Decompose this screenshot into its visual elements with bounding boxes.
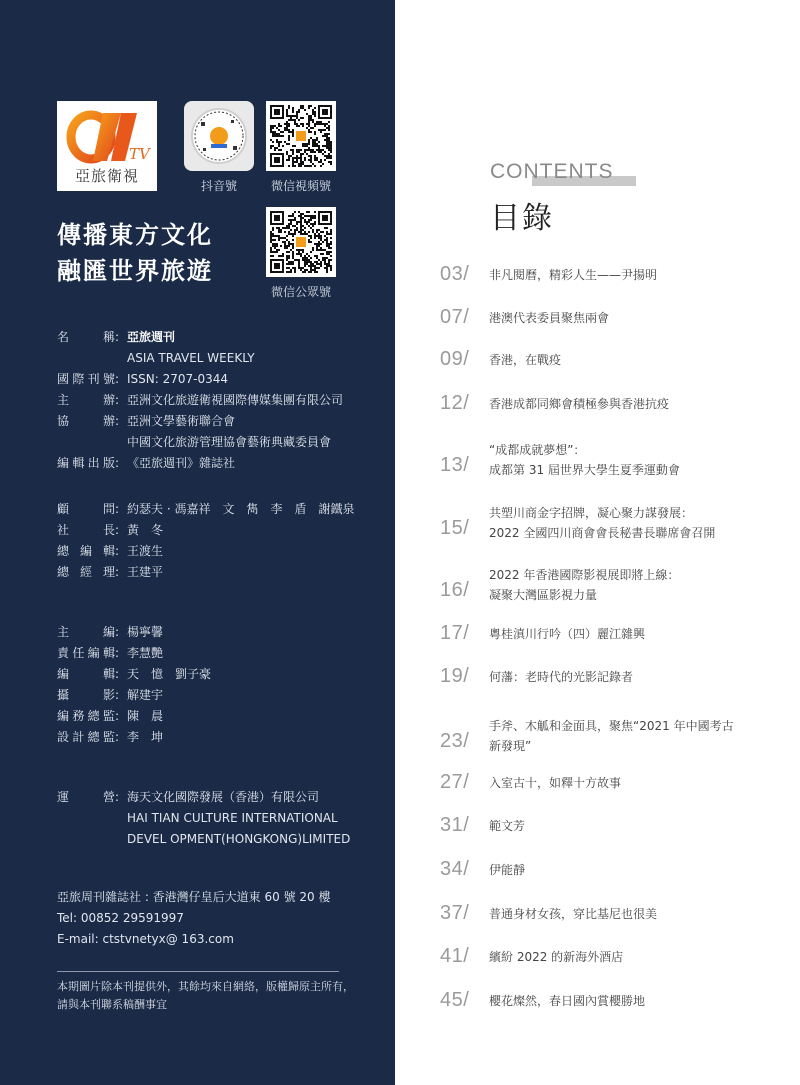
- toc-entry-line: 香港成都同鄉會積極參與香港抗疫: [489, 397, 670, 411]
- masthead-label: 國際刊號: [57, 372, 115, 386]
- toc-page-number: 31/: [440, 814, 470, 836]
- toc-entry-title[interactable]: [489, 773, 621, 793]
- douyin-code-image: [184, 101, 254, 171]
- toc-entry-line: 共塑川商金字招牌，凝心聚力謀發展：: [489, 506, 694, 520]
- toc-entry-title[interactable]: [489, 503, 715, 543]
- masthead-row: 總編輯 : 王渡生: [57, 541, 354, 562]
- copyright-note: [57, 978, 354, 1014]
- masthead-row: 顧 問 : 約瑟夫 · 馮嘉祥 文 雋 李 盾 謝鐵泉: [57, 499, 354, 520]
- contents-heading-en: CONTENTS: [490, 160, 614, 183]
- masthead-label: 社 長: [57, 523, 115, 537]
- toc-entry-line: 2022 年香港國際影視展即將上線：: [489, 568, 680, 582]
- masthead-value: 亞洲文學藝術聯合會: [127, 414, 236, 428]
- masthead-label: 總編輯: [57, 544, 115, 558]
- masthead-row: 國際刊號 : ISSN: 2707-0344: [57, 369, 343, 390]
- qr-code-image: [266, 101, 336, 171]
- slogan-line-2: 融匯世界旅遊: [57, 257, 213, 285]
- masthead-label: 編務總監: [57, 709, 115, 723]
- masthead-label: 協 辦: [57, 414, 115, 428]
- masthead-row: 責任編輯 : 李慧艷: [57, 643, 211, 664]
- toc-entry-line: 非凡閱曆，精彩人生——尹揚明: [489, 268, 658, 282]
- toc-page-number: 03/: [440, 263, 470, 285]
- toc-entry-title[interactable]: [489, 565, 679, 605]
- masthead-label: 攝 影: [57, 688, 115, 702]
- operator-english-1: HAI TIAN CULTURE INTERNATIONAL: [127, 811, 338, 825]
- toc-entry-title[interactable]: [489, 308, 609, 328]
- masthead-value: 黃 冬: [127, 523, 164, 537]
- masthead-row: 攝 影 : 解建宇: [57, 685, 211, 706]
- masthead-label: 編輯出版: [57, 456, 115, 470]
- copyright-note-line: 請與本刊聯系稿酬事宜: [57, 998, 167, 1011]
- toc-entry-line: 香港，在戰疫: [489, 353, 562, 367]
- qr-code-image: [266, 207, 336, 277]
- masthead-row: 社 長 : 黃 冬: [57, 520, 354, 541]
- masthead-row: 編輯出版 : 《亞旅週刊》雜誌社: [57, 453, 343, 474]
- toc-entry-title[interactable]: [489, 667, 633, 687]
- toc-page-number: 09/: [440, 348, 470, 370]
- toc-entry-title[interactable]: [489, 904, 657, 924]
- masthead-label: 設計總監: [57, 730, 115, 744]
- masthead-label: 運 營: [57, 790, 115, 804]
- toc-entry-line: 入室古十，如釋十方故事: [489, 776, 622, 790]
- masthead-value: 解建宇: [127, 688, 164, 702]
- masthead-row: 編務總監 : 陳 晨: [57, 706, 211, 727]
- masthead-label: 責任編輯: [57, 646, 115, 660]
- masthead-value: 陳 晨: [127, 709, 164, 723]
- masthead-value-extra: 中國文化旅游管理協會藝術典藏委員會: [127, 435, 332, 449]
- toc-entry-title[interactable]: [489, 991, 645, 1011]
- wechat-video-qr[interactable]: [266, 101, 336, 193]
- contact-address: 亞旅周刊雜誌社 : 香港灣仔皇后大道東 60 號 20 樓: [57, 890, 331, 904]
- divider: [57, 971, 339, 972]
- toc-page-number: 16/: [440, 579, 470, 601]
- masthead-row: 運 營 : 海天文化國際發展（香港）有限公司: [57, 787, 350, 808]
- toc-page-number: 07/: [440, 306, 470, 328]
- toc-page-number: 12/: [440, 392, 470, 414]
- toc-page-number: 13/: [440, 454, 470, 476]
- masthead-label: 主 辦: [57, 393, 115, 407]
- masthead-label: 總經理: [57, 565, 115, 579]
- toc-entry-title[interactable]: [489, 624, 645, 644]
- toc-entry-line: 伊能靜: [489, 863, 526, 877]
- toc-entry-title[interactable]: [489, 350, 561, 370]
- masthead-row: 編 輯 : 天 憶 劉子豪: [57, 664, 211, 685]
- toc-entry-line: “成都成就夢想”：: [489, 443, 586, 457]
- operator-english-2: DEVEL OPMENT(HONGKONG)LIMITED: [127, 832, 351, 846]
- masthead-value: 《亞旅週刊》雜誌社: [127, 456, 236, 470]
- masthead-value: 王渡生: [127, 544, 164, 558]
- logo-text: 亞旅衛視: [74, 167, 139, 185]
- brand-logo-mark: [63, 107, 151, 167]
- masthead-label: 主 編: [57, 625, 115, 639]
- toc-entry-line: 何藩：老時代的光影記錄者: [489, 670, 634, 684]
- masthead-row: 名 稱 : 亞旅週刊: [57, 327, 343, 348]
- masthead-row: 主 辦 : 亞洲文化旅遊衛視國際傳媒集團有限公司: [57, 390, 343, 411]
- masthead-value: 李慧艷: [127, 646, 164, 660]
- masthead-value: 李 坤: [127, 730, 164, 744]
- toc-entry-line: 成都第 31 屆世界大學生夏季運動會: [489, 463, 680, 477]
- masthead-value: ISSN: 2707-0344: [127, 372, 229, 386]
- toc-entry-title[interactable]: [489, 860, 525, 880]
- wechat-public-caption: 微信公眾號: [270, 285, 331, 299]
- brand-logo: [57, 101, 157, 191]
- masthead-editorial: [57, 622, 211, 748]
- toc-entry-title[interactable]: [489, 440, 680, 480]
- toc-entry-line: 凝聚大灣區影視力量: [489, 588, 598, 602]
- operator-block: [57, 787, 350, 850]
- toc-entry-line: 範文芳: [489, 819, 526, 833]
- masthead-row: 設計總監 : 李 坤: [57, 727, 211, 748]
- douyin-code[interactable]: [184, 101, 254, 193]
- masthead-value: 天 憶 劉子豪: [127, 667, 212, 681]
- toc-page-number: 41/: [440, 945, 470, 967]
- contact-block: [57, 887, 330, 950]
- masthead-row: 總經理 : 王建平: [57, 562, 354, 583]
- masthead-value: 海天文化國際發展（香港）有限公司: [127, 790, 320, 804]
- logo-tv: TV: [129, 145, 150, 163]
- contact-tel: Tel: 00852 29591997: [57, 911, 184, 925]
- toc-entry-line: 繽紛 2022 的新海外酒店: [489, 950, 624, 964]
- masthead-value-extra: ASIA TRAVEL WEEKLY: [127, 351, 255, 365]
- contents-heading-zh: 目錄: [490, 201, 554, 236]
- masthead-value: 王建平: [127, 565, 164, 579]
- wechat-video-caption: 微信視頻號: [270, 179, 331, 193]
- toc-page-number: 34/: [440, 858, 470, 880]
- masthead-management: [57, 499, 354, 583]
- toc-entry-line: 新發現”: [489, 739, 532, 753]
- toc-entry-line: 普通身材女孩，穿比基尼也很美: [489, 907, 658, 921]
- toc-page-number: 17/: [440, 622, 470, 644]
- toc-entry-line: 港澳代表委員聚焦兩會: [489, 311, 610, 325]
- toc-entry-title[interactable]: [489, 716, 734, 756]
- masthead-value: 亞洲文化旅遊衛視國際傳媒集團有限公司: [127, 393, 344, 407]
- douyin-caption: 抖音號: [200, 179, 237, 193]
- masthead-value: 楊寧馨: [127, 625, 164, 639]
- toc-page-number: 27/: [440, 771, 470, 793]
- toc-page-number: 23/: [440, 730, 470, 752]
- masthead-row: 主 編 : 楊寧馨: [57, 622, 211, 643]
- toc-entry-line: 櫻花燦然，春日國內賞櫻勝地: [489, 994, 646, 1008]
- toc-page-number: 37/: [440, 902, 470, 924]
- wechat-public-qr[interactable]: [266, 207, 336, 299]
- toc-page-number: 15/: [440, 517, 470, 539]
- toc-entry-title[interactable]: [489, 265, 657, 285]
- toc-page-number: 45/: [440, 989, 470, 1011]
- toc-entry-line: 粵桂滇川行吟（四）麗江雜興: [489, 627, 646, 641]
- toc-entry-title[interactable]: [489, 394, 669, 414]
- left-panel: [0, 0, 395, 1085]
- contact-email: E-mail: ctstvnetyx@ 163.com: [57, 932, 234, 946]
- masthead-label: 名 稱: [57, 330, 115, 344]
- masthead-row: 協 辦 : 亞洲文學藝術聯合會: [57, 411, 343, 432]
- toc-entry-line: 2022 全國四川商會會長秘書長聯席會召開: [489, 526, 716, 540]
- slogan-line-1: 傳播東方文化: [57, 221, 213, 249]
- masthead-value: 亞旅週刊: [127, 330, 176, 344]
- toc-page-number: 19/: [440, 665, 470, 687]
- masthead-value: 約瑟夫 · 馮嘉祥 文 雋 李 盾 謝鐵泉: [127, 502, 355, 516]
- toc-entry-line: 手斧、木觚和金面具，聚焦“2021 年中國考古: [489, 719, 734, 733]
- masthead-publication: [57, 327, 343, 474]
- copyright-note-line: 本期圖片除本刊提供外，其餘均來自網絡，版權歸原主所有，: [57, 980, 354, 993]
- masthead-label: 顧 問: [57, 502, 115, 516]
- masthead-label: 編 輯: [57, 667, 115, 681]
- toc-entry-title[interactable]: [489, 947, 623, 967]
- toc-entry-title[interactable]: [489, 816, 525, 836]
